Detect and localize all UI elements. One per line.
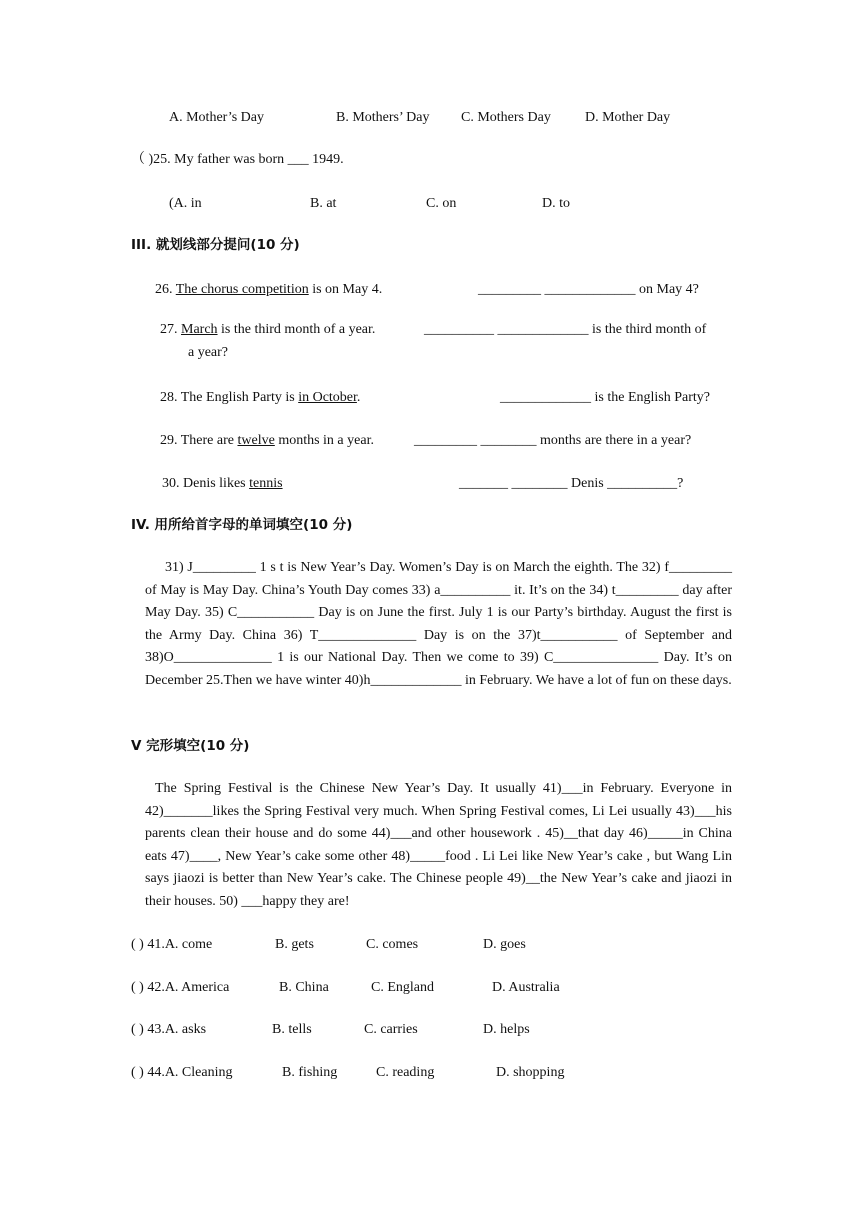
q29-number: 29. There are (160, 433, 238, 448)
q43-stem: ( ) 43.A. asks (131, 1022, 207, 1037)
q27-rest: is the third month of a year. (217, 322, 376, 337)
q42-option-c: C. England (371, 980, 434, 995)
q24-option-c: C. Mothers Day (461, 110, 551, 125)
q30-answer: _______ ________ Denis __________? (459, 476, 684, 491)
q44-option-d: D. shopping (496, 1065, 565, 1080)
q26-answer: _________ _____________ on May 4? (478, 282, 699, 297)
q24-option-d: D. Mother Day (585, 110, 671, 125)
q41-option-d: D. goes (483, 937, 526, 952)
q30-underlined: tennis (249, 476, 283, 491)
q28-underlined: in October (298, 390, 357, 405)
q42-stem: ( ) 42.A. America (131, 980, 230, 995)
q29-rest: months in a year. (274, 433, 374, 448)
q26-question (155, 281, 382, 299)
q28-number: 28. The English Party is (160, 390, 299, 405)
q29-answer: _________ ________ months are there in a year? (414, 433, 692, 448)
q27-underlined: March (181, 322, 218, 337)
q30-question (162, 475, 283, 493)
q25-option-a: (A. in (169, 196, 202, 211)
q26-number: 26. (155, 282, 176, 297)
q27-question (160, 321, 375, 339)
q25-option-d: D. to (542, 196, 570, 211)
q41-option-b: B. gets (275, 937, 314, 952)
q44-option-b: B. fishing (282, 1065, 338, 1080)
q26-underlined: The chorus competition (175, 282, 309, 297)
q42-option-b: B. China (279, 980, 329, 995)
q30-number: 30. Denis likes (162, 476, 250, 491)
section-4-paragraph: 31) J_________ 1 s t is New Year’s Day. Women’s Day is on March the eighth. The 32) f_________ of May is May Day. China’s Youth Day comes 33) a__________ it. It’s on the 34) t_________ day after May Day. 35) C___________ Day is on June the first. July 1 is our Party’s birthday. August the first is the Army Day. China 36) T______________ Day is on the 37)t___________ of September and 38)O______________ 1 is our National Day. Then we come to 39) C_______________ Day. It’s on December 25.Then we have winter 40)h_____________ in February. We have a lot of fun on these days. (145, 560, 732, 688)
q24-option-b: B. Mothers’ Day (336, 110, 430, 125)
q44-stem: ( ) 44.A. Cleaning (131, 1065, 233, 1080)
q29-question (160, 432, 374, 450)
q42-option-d: D. Australia (492, 980, 560, 995)
q43-option-d: D. helps (483, 1022, 530, 1037)
q41-stem: ( ) 41.A. come (131, 937, 213, 952)
section-4-passage (145, 557, 732, 693)
section-5-title: V 完形填空(10 分) (131, 738, 250, 754)
q25-stem: （ )25. My father was born ___ 1949. (131, 152, 344, 167)
q27-number: 27. (160, 322, 181, 337)
section-3-title: III. 就划线部分提问(10 分) (131, 237, 300, 253)
section-4-title: IV. 用所给首字母的单词填空(10 分) (131, 517, 353, 533)
q43-option-c: C. carries (364, 1022, 418, 1037)
q44-option-c: C. reading (376, 1065, 435, 1080)
q43-option-b: B. tells (272, 1022, 312, 1037)
q28-question (160, 389, 360, 407)
q27-answer: __________ _____________ is the third month of (424, 322, 707, 337)
q28-rest: . (356, 390, 361, 405)
q41-option-c: C. comes (366, 937, 419, 952)
q25-option-c: C. on (426, 196, 457, 211)
q25-option-b: B. at (310, 196, 337, 211)
q24-option-a: A. Mother’s Day (169, 110, 265, 125)
section-5-paragraph: The Spring Festival is the Chinese New Year’s Day. It usually 41)___in February. Everyone in 42)_______likes the Spring Festival very much. When Spring Festival comes, Li Lei usually 43)___his parents clean their house and do some 44)___and other housework . 45)__that day 46)_____in China eats 47)____, New Year’s cake some other 48)_____food . Li Lei like New Year’s cake , but Wang Lin says jiaozi is better than New Year’s cake. The Chinese people 49)__the New Year’s cake and jiaozi in their houses. 50) ___happy they are! (145, 781, 732, 909)
q27-answer-continued: a year? (188, 345, 229, 360)
q29-underlined: twelve (237, 433, 275, 448)
q26-rest: is on May 4. (308, 282, 383, 297)
q28-answer: _____________ is the English Party? (500, 390, 710, 405)
section-5-passage (145, 778, 732, 914)
